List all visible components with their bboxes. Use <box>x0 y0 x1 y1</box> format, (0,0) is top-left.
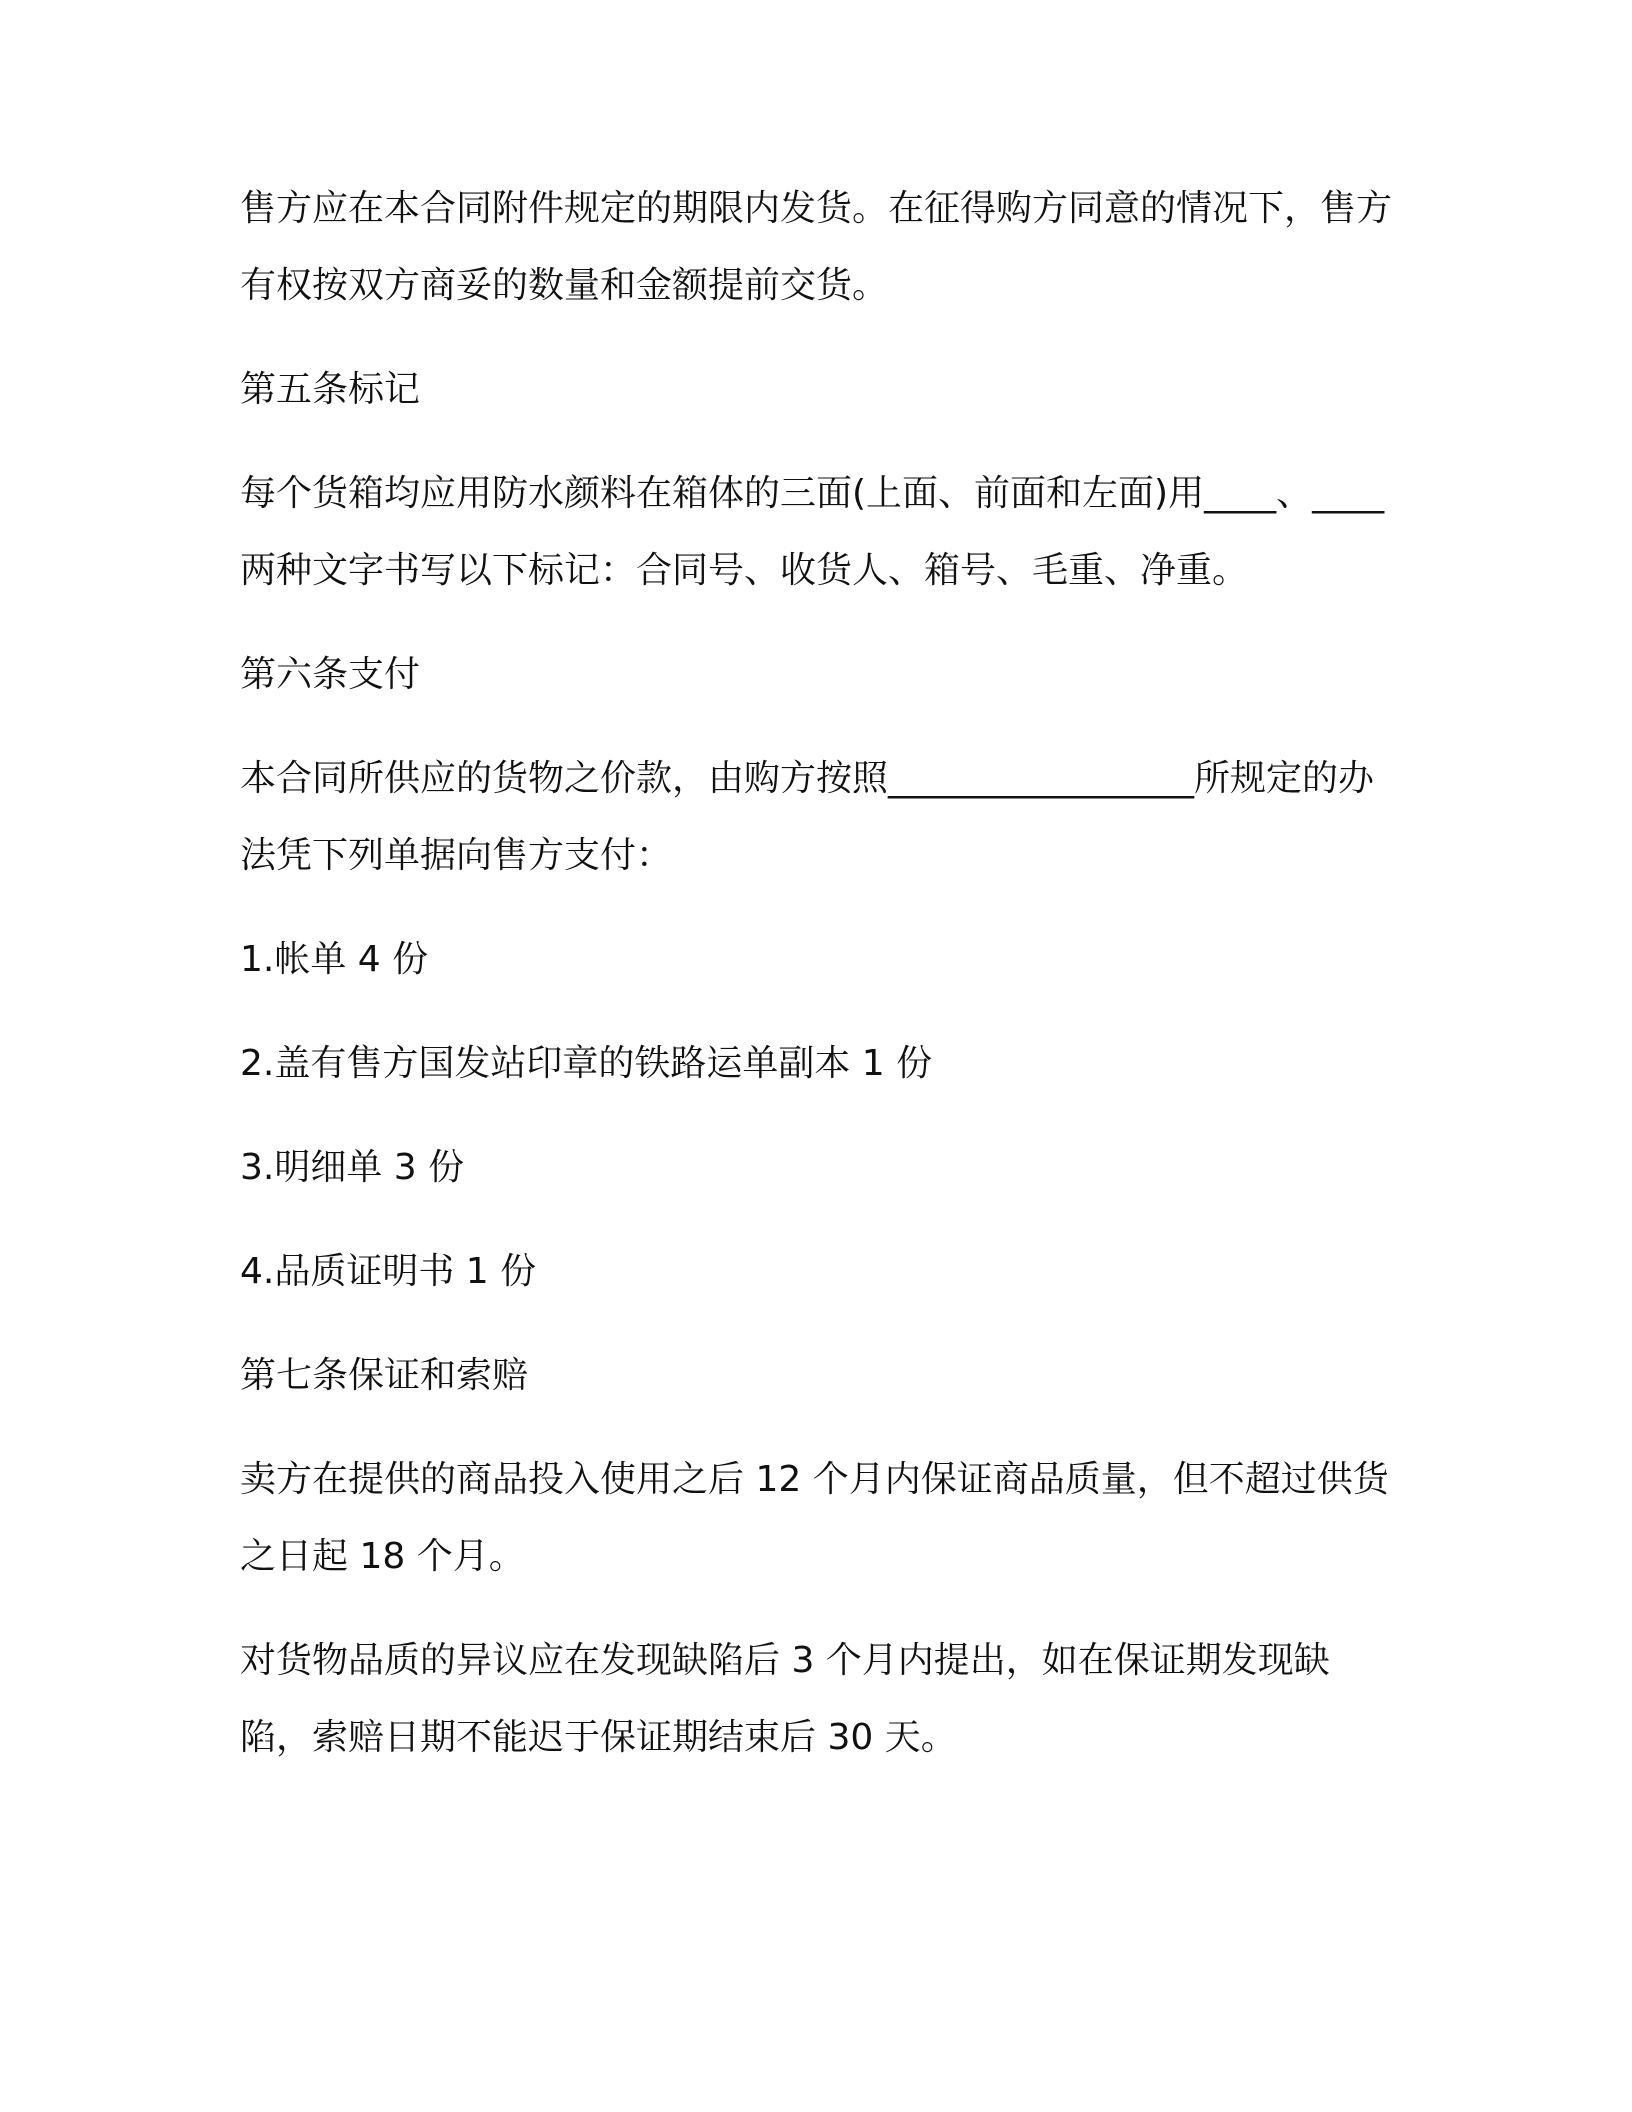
warranty-paragraph: 卖方在提供的商品投入使用之后 12 个月内保证商品质量，但不超过供货之日起 18 个月。 <box>240 1459 1389 1577</box>
document-list-item-4: 4.品质证明书 1 份 <box>240 1251 537 1292</box>
article-7-heading: 第七条保证和索赔 <box>240 1355 529 1396</box>
delivery-paragraph: 售方应在本合同附件规定的期限内发货。在征得购方同意的情况下，售方有权按双方商妥的数量和金额提前交货。 <box>240 188 1393 306</box>
document-list-item-1: 1.帐单 4 份 <box>240 939 429 980</box>
claims-paragraph: 对货物品质的异议应在发现缺陷后 3 个月内提出，如在保证期发现缺陷，索赔日期不能迟于保证期结束后 30 天。 <box>240 1640 1330 1758</box>
article-6-heading: 第六条支付 <box>240 654 421 695</box>
marking-paragraph: 每个货箱均应用防水颜料在箱体的三面(上面、前面和左面)用____、____两种文字书写以下标记：合同号、收货人、箱号、毛重、净重。 <box>240 473 1385 591</box>
document-list-item-3: 3.明细单 3 份 <box>240 1147 465 1188</box>
article-5-heading: 第五条标记 <box>240 369 421 410</box>
payment-paragraph: 本合同所供应的货物之价款，由购方按照_________________所规定的办法凭下列单据向售方支付： <box>240 758 1375 876</box>
document-list-item-2: 2.盖有售方国发站印章的铁路运单副本 1 份 <box>240 1043 933 1084</box>
document-page <box>240 170 1400 1803</box>
